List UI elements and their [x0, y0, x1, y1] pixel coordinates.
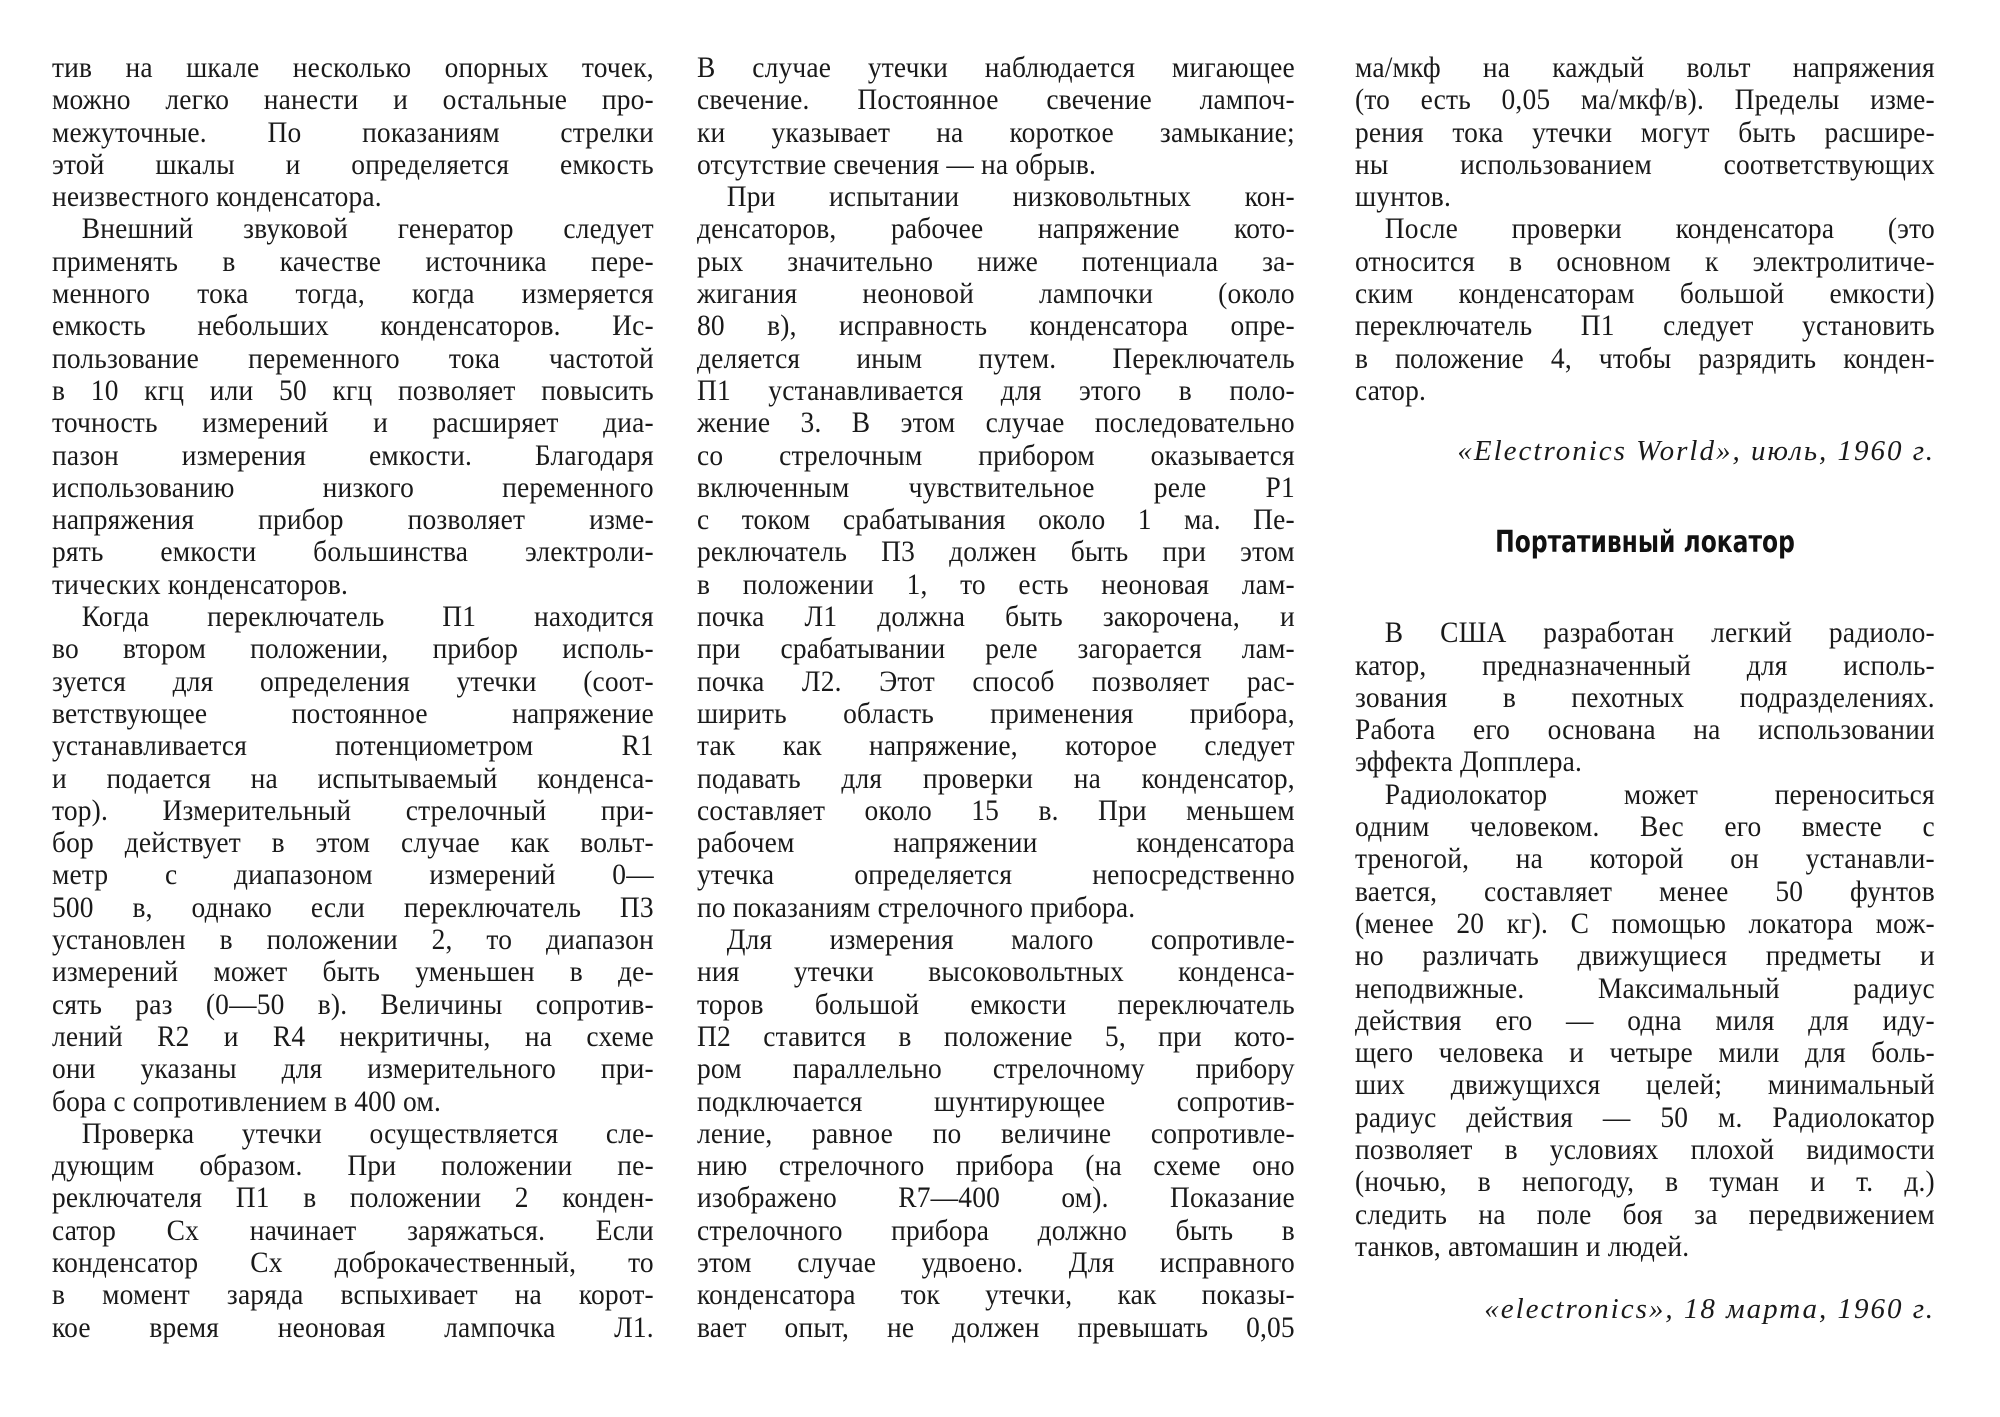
text-line: можно легко нанести и остальные про- — [52, 84, 654, 117]
text-line: конденсатор Cx доброкачественный, то — [52, 1246, 654, 1279]
paragraph-sound-generator — [52, 213, 654, 601]
text-line: с током срабатывания около 1 ма. Пе- — [697, 504, 1295, 537]
text-line: нию стрелочного прибора (на схеме оно — [697, 1150, 1295, 1183]
text-line: зования в пехотных подразделениях. — [1355, 681, 1935, 714]
text-line: рых значительно ниже потенциала за- — [697, 245, 1295, 278]
text-line: емкость небольших конденсаторов. Ис- — [52, 310, 654, 343]
text-line: денсаторов, рабочее напряжение кото- — [697, 213, 1295, 246]
text-line: рения тока утечки могут быть расшире- — [1355, 116, 1935, 149]
text-line: так как напряжение, которое следует — [697, 730, 1295, 763]
text-line: почка Л2. Этот способ позволяет рас- — [697, 665, 1295, 698]
text-line: После проверки конденсатора (это — [1384, 213, 1935, 246]
text-line: ветствующее постоянное напряжение — [52, 697, 654, 730]
paragraph-switch-position-2 — [52, 601, 654, 1118]
text-line: действия его — одна миля для иду- — [1355, 1004, 1935, 1037]
text-line: В США разработан легкий радиоло- — [1384, 617, 1935, 650]
text-line: неподвижные. Максимальный радиус — [1355, 972, 1935, 1005]
paragraph-high-voltage — [697, 924, 1295, 1344]
text-line: сять раз (0—50 в). Величины сопротив- — [52, 988, 654, 1021]
text-line: ны использованием соответствующих — [1355, 148, 1935, 181]
text-line: треногой, на которой он устанавли- — [1355, 843, 1935, 876]
paragraph-discharge — [1355, 213, 1935, 407]
text-line: В случае утечки наблюдается мигающее — [697, 52, 1295, 84]
text-line: П2 ставится в положение 5, при кото- — [697, 1020, 1295, 1053]
text-line: этом случае удвоено. Для исправного — [697, 1246, 1295, 1279]
text-line: применять в качестве источника пере- — [52, 245, 654, 278]
text-line: ма/мкф на каждый вольт напряжения — [1355, 52, 1935, 84]
text-line: бора с сопротивлением в 400 ом. — [52, 1085, 442, 1118]
text-line: рять емкости большинства электроли- — [52, 536, 654, 569]
text-line: неизвестного конденсатора. — [52, 181, 382, 214]
text-line: при срабатывании реле загорается лам- — [697, 633, 1295, 666]
text-line: установлен в положении 2, то диапазон — [52, 924, 654, 957]
text-line: пазон измерения емкости. Благодаря — [52, 439, 654, 472]
text-line: сатор Cx начинает заряжаться. Если — [52, 1214, 654, 1247]
text-line: Внешний звуковой генератор следует — [81, 213, 654, 246]
text-line: тор). Измерительный стрелочный при- — [52, 794, 654, 827]
text-line: пользование переменного тока частотой — [52, 342, 654, 375]
text-line: конденсатора ток утечки, как показы- — [697, 1279, 1295, 1312]
text-line: ки указывает на короткое замыкание; — [697, 116, 1295, 149]
text-line: ром параллельно стрелочному прибору — [697, 1053, 1295, 1086]
text-line: (ночью, в непогоду, в туман и т. д.) — [1355, 1166, 1935, 1199]
text-line: П1 устанавливается для этого в поло- — [697, 374, 1295, 407]
text-line: кое время неоновая лампочка Л1. — [52, 1311, 654, 1344]
text-line: напряжения прибор позволяет изме- — [52, 504, 654, 537]
text-line: в положение 4, чтобы разрядить конден- — [1355, 342, 1935, 375]
text-line: в момент заряда вспыхивает на корот- — [52, 1279, 654, 1312]
text-line: со стрелочным прибором оказывается — [697, 439, 1295, 472]
paragraph-radar-specs — [1355, 779, 1935, 1263]
text-line: ским конденсаторам большой емкости) — [1355, 278, 1935, 311]
text-line: Когда переключатель П1 находится — [81, 601, 654, 634]
text-line: устанавливается потенциометром R1 — [52, 730, 654, 763]
text-line: изображено R7—400 ом). Показание — [697, 1182, 1295, 1215]
text-line: составляет около 15 в. При меньшем — [697, 794, 1295, 827]
text-line: (менее 20 кг). С помощью локатора мож- — [1355, 907, 1935, 940]
text-line: тив на шкале несколько опорных точек, — [52, 52, 654, 84]
text-line: межуточные. По показаниям стрелки — [52, 116, 654, 149]
text-line: тических конденсаторов. — [52, 568, 349, 601]
text-line: шунтов. — [1355, 181, 1451, 214]
column-1 — [52, 52, 654, 1344]
text-line: подавать для проверки на конденсатор, — [697, 762, 1295, 795]
text-line: подключается шунтирующее сопротив- — [697, 1085, 1295, 1118]
text-line: вает опыт, не должен превышать 0,05 — [697, 1311, 1295, 1344]
text-line: ширить область применения прибора, — [697, 697, 1295, 730]
text-line: переключатель П1 следует установить — [1355, 310, 1935, 343]
text-line: свечение. Постоянное свечение лампоч- — [697, 84, 1295, 117]
text-line: одним человеком. Вес его вместе с — [1355, 811, 1935, 844]
text-line: этой шкалы и определяется емкость — [52, 148, 654, 181]
source-citation: «electronics», 18 марта, 1960 г. — [1484, 1293, 1935, 1326]
text-line: радиус действия — 50 м. Радиолокатор — [1355, 1101, 1935, 1134]
text-line: торов большой емкости переключатель — [697, 988, 1295, 1021]
text-line: стрелочного прибора должно быть в — [697, 1214, 1295, 1247]
text-line: лений R2 и R4 некритичны, на схеме — [52, 1020, 654, 1053]
text-line: использованию низкого переменного — [52, 471, 654, 504]
text-line: При испытании низковольтных кон- — [726, 181, 1295, 214]
text-line: бор действует в этом случае как вольт- — [52, 827, 654, 860]
text-line: дующим образом. При положении пе- — [52, 1150, 654, 1183]
paragraph-radar-intro — [1355, 617, 1935, 778]
text-line: отсутствие свечения — на обрыв. — [697, 148, 1097, 181]
article-heading: Портативный локатор — [1495, 525, 1795, 561]
text-line: ление, равное по величине сопротивле- — [697, 1117, 1295, 1150]
text-line: 500 в, однако если переключатель П3 — [52, 891, 654, 924]
source-citation: «Electronics World», июль, 1960 г. — [1457, 435, 1935, 468]
text-line: щего человека и четыре мили для боль- — [1355, 1037, 1935, 1070]
text-line: сатор. — [1355, 374, 1427, 407]
text-line: рабочем напряжении конденсатора — [697, 827, 1295, 860]
paragraph-scale-reading — [52, 52, 654, 213]
text-line: реключателя П1 в положении 2 конден- — [52, 1182, 654, 1215]
text-line: танков, автомашин и людей. — [1355, 1230, 1690, 1263]
column-2 — [697, 52, 1295, 1344]
text-line: позволяет в условиях плохой видимости — [1355, 1134, 1935, 1167]
text-line: менного тока тогда, когда измеряется — [52, 278, 654, 311]
text-line: 80 в), исправность конденсатора опре- — [697, 310, 1295, 343]
text-line: ния утечки высоковольтных конденса- — [697, 956, 1295, 989]
text-line: следить на поле боя за передвижением — [1355, 1198, 1935, 1231]
text-line: во втором положении, прибор исполь- — [52, 633, 654, 666]
text-line: но различать движущиеся предметы и — [1355, 940, 1935, 973]
column-3 — [1355, 52, 1935, 1325]
text-line: ших движущихся целей; минимальный — [1355, 1069, 1935, 1102]
text-line: в положении 1, то есть неоновая лам- — [697, 568, 1295, 601]
paragraph-leak-glow — [697, 52, 1295, 181]
text-line: эффекта Допплера. — [1355, 746, 1583, 779]
text-line: точность измерений и расширяет диа- — [52, 407, 654, 440]
text-line: измерений может быть уменьшен в де- — [52, 956, 654, 989]
text-line: они указаны для измерительного при- — [52, 1053, 654, 1086]
text-line: (то есть 0,05 ма/мкф/в). Пределы изме- — [1355, 84, 1935, 117]
text-line: деляется иным путем. Переключатель — [697, 342, 1295, 375]
paragraph-leak-limit — [1355, 52, 1935, 213]
text-line: жение 3. В этом случае последовательно — [697, 407, 1295, 440]
text-line: Радиолокатор может переноситься — [1384, 778, 1935, 811]
paragraph-low-voltage — [697, 181, 1295, 924]
text-line: реключатель П3 должен быть при этом — [697, 536, 1295, 569]
text-line: относится в основном к электролитиче- — [1355, 245, 1935, 278]
text-line: почка Л1 должна быть закорочена, и — [697, 601, 1295, 634]
text-line: Проверка утечки осуществляется сле- — [81, 1117, 654, 1150]
text-line: вается, составляет менее 50 фунтов — [1355, 875, 1935, 908]
text-line: и подается на испытываемый конденса- — [52, 762, 654, 795]
text-line: утечка определяется непосредственно — [697, 859, 1295, 892]
text-line: Для измерения малого сопротивле- — [726, 924, 1295, 957]
text-line: по показаниям стрелочного прибора. — [697, 891, 1136, 924]
text-line: в 10 кгц или 50 кгц позволяет повысить — [52, 374, 654, 407]
text-line: включенным чувствительное реле P1 — [697, 471, 1295, 504]
text-line: жигания неоновой лампочки (около — [697, 278, 1295, 311]
text-line: метр с диапазоном измерений 0— — [52, 859, 654, 892]
paragraph-leak-check — [52, 1118, 654, 1344]
text-line: катор, предназначенный для исполь- — [1355, 649, 1935, 682]
text-line: зуется для определения утечки (соот- — [52, 665, 654, 698]
text-line: Работа его основана на использовании — [1355, 714, 1935, 747]
